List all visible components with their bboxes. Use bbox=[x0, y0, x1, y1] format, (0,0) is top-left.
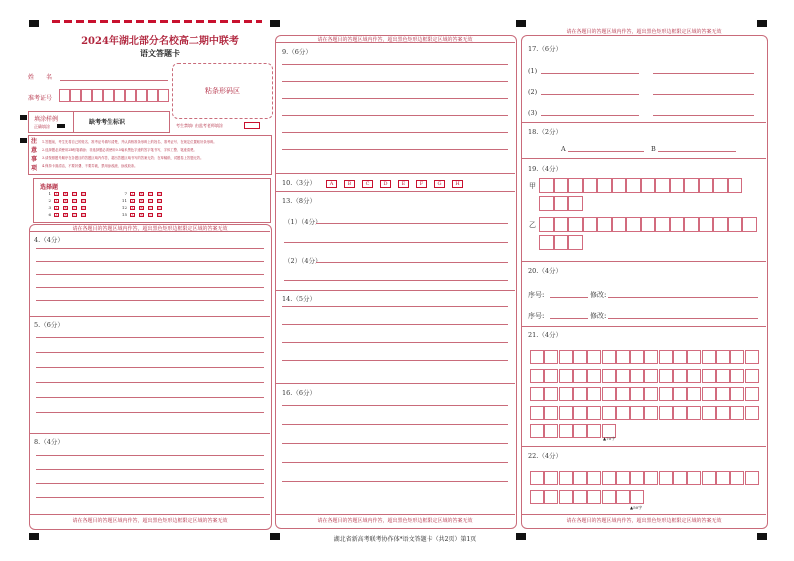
q18-b-label: B bbox=[651, 145, 656, 153]
question-21-label: 21.（4分） bbox=[528, 331, 562, 339]
choice-option-bubble[interactable]: B bbox=[64, 191, 67, 196]
question-9-label: 9.（6分） bbox=[282, 48, 312, 56]
answer-line[interactable] bbox=[36, 367, 264, 368]
q21-cell[interactable] bbox=[544, 387, 558, 401]
q21-cell[interactable] bbox=[616, 369, 630, 383]
q19-jia-cell[interactable] bbox=[539, 196, 554, 211]
page-title: 2024年湖北部分名校高二期中联考 bbox=[81, 36, 239, 47]
choice-number: 15 bbox=[121, 212, 127, 217]
q21-cell[interactable] bbox=[630, 387, 644, 401]
notice-box bbox=[28, 135, 272, 175]
q21-cell[interactable] bbox=[687, 387, 701, 401]
q21-cell[interactable] bbox=[530, 387, 544, 401]
answer-line[interactable] bbox=[282, 405, 508, 406]
left-answer-panel bbox=[29, 224, 272, 530]
answer-line[interactable] bbox=[282, 81, 508, 82]
q21-cell[interactable] bbox=[687, 369, 701, 383]
filled-sample-icon bbox=[57, 124, 65, 128]
answer-line[interactable] bbox=[282, 481, 508, 482]
barcode-label: 粘条形码区 bbox=[205, 87, 240, 95]
answer-line[interactable] bbox=[282, 342, 508, 343]
q20-xuhao-field-1[interactable] bbox=[550, 297, 588, 298]
exam-no-cell[interactable] bbox=[70, 89, 81, 102]
registration-mark bbox=[757, 533, 767, 540]
registration-mark bbox=[29, 533, 39, 540]
q19-jia-cell[interactable] bbox=[626, 178, 641, 193]
q21-cell[interactable] bbox=[687, 350, 701, 364]
exam-no-cell[interactable] bbox=[125, 89, 136, 102]
answer-line[interactable] bbox=[282, 462, 508, 463]
answer-line[interactable] bbox=[36, 287, 264, 288]
q21-cell[interactable] bbox=[587, 387, 601, 401]
q19-jia-cell[interactable] bbox=[684, 178, 699, 193]
answer-line[interactable] bbox=[36, 248, 264, 249]
exam-no-cell[interactable] bbox=[92, 89, 103, 102]
q21-cell[interactable] bbox=[530, 424, 544, 438]
q22-cell[interactable] bbox=[616, 471, 630, 485]
question-10-label: 10.（3分） bbox=[282, 179, 316, 187]
absent-checkbox[interactable] bbox=[244, 122, 260, 129]
boundary-notice-right-top: 请在各题目的答题区域内作答，超出黑色矩形边框限定区域的答案无效 bbox=[566, 29, 722, 35]
choice-option-bubble[interactable]: D bbox=[158, 198, 161, 203]
q21-cell[interactable] bbox=[659, 387, 673, 401]
choice-box bbox=[33, 178, 271, 223]
q21-cell[interactable] bbox=[544, 406, 558, 420]
barcode-area bbox=[172, 63, 273, 119]
sample-box bbox=[28, 111, 170, 133]
question-13-2-label: （2）（4分） bbox=[284, 257, 322, 265]
q22-cell[interactable] bbox=[687, 471, 701, 485]
q19-jia-label: 甲 bbox=[529, 182, 536, 190]
q10-option-f[interactable]: F bbox=[416, 180, 427, 188]
question-22-label: 22.（4分） bbox=[528, 452, 562, 460]
answer-line[interactable] bbox=[36, 300, 264, 301]
q21-cell[interactable] bbox=[659, 369, 673, 383]
q19-yi-cell[interactable] bbox=[713, 217, 728, 232]
choice-option-bubble[interactable]: A bbox=[131, 191, 134, 196]
q22-count: ▲50字 bbox=[630, 505, 643, 510]
boundary-notice: 请在各题目的答题区域内作答，超出黑色矩形边框限定区域的答案无效 bbox=[72, 226, 228, 232]
q21-cell[interactable] bbox=[587, 406, 601, 420]
boundary-notice-middle-bottom: 请在各题目的答题区域内作答，超出黑色矩形边框限定区域的答案无效 bbox=[317, 518, 473, 524]
q21-cell[interactable] bbox=[745, 406, 759, 420]
q19-jia-cell[interactable] bbox=[568, 178, 583, 193]
choice-option-bubble[interactable]: A bbox=[55, 191, 58, 196]
q22-cell[interactable] bbox=[559, 490, 573, 504]
q19-jia-cell[interactable] bbox=[568, 196, 583, 211]
q19-yi-cell[interactable] bbox=[554, 217, 569, 232]
name-label: 姓 名 bbox=[28, 74, 53, 81]
q21-cell[interactable] bbox=[673, 406, 687, 420]
q21-cell[interactable] bbox=[616, 406, 630, 420]
q20-xuhao-1: 序号: bbox=[528, 291, 545, 299]
q21-cell[interactable] bbox=[745, 387, 759, 401]
q21-cell[interactable] bbox=[573, 406, 587, 420]
q21-cell[interactable] bbox=[544, 424, 558, 438]
exam-no-cell[interactable] bbox=[59, 89, 70, 102]
registration-mark bbox=[20, 138, 27, 143]
question-5-label: 5.（6分） bbox=[34, 321, 64, 329]
exam-no-cell[interactable] bbox=[81, 89, 92, 102]
q19-yi-cell[interactable] bbox=[554, 235, 569, 250]
q21-cell[interactable] bbox=[702, 387, 716, 401]
exam-no-cell[interactable] bbox=[103, 89, 114, 102]
q21-cell[interactable] bbox=[602, 406, 616, 420]
q22-cell[interactable] bbox=[602, 471, 616, 485]
q21-cell[interactable] bbox=[573, 387, 587, 401]
q21-cell[interactable] bbox=[573, 369, 587, 383]
q19-jia-cell[interactable] bbox=[655, 178, 670, 193]
choice-number: 7 bbox=[124, 191, 127, 196]
q21-cell[interactable] bbox=[630, 369, 644, 383]
q21-cell[interactable] bbox=[559, 424, 573, 438]
answer-line[interactable] bbox=[36, 274, 264, 275]
q21-cell[interactable] bbox=[616, 350, 630, 364]
q21-cell[interactable] bbox=[730, 350, 744, 364]
answer-line[interactable] bbox=[282, 360, 508, 361]
header-dash-line bbox=[52, 20, 262, 23]
q21-cell[interactable] bbox=[530, 350, 544, 364]
q22-cell[interactable] bbox=[559, 471, 573, 485]
boundary-notice-right-bottom: 请在各题目的答题区域内作答，超出黑色矩形边框限定区域的答案无效 bbox=[566, 518, 722, 524]
q19-jia-cell[interactable] bbox=[554, 178, 569, 193]
choice-option-bubble[interactable]: B bbox=[64, 198, 67, 203]
q21-cell[interactable] bbox=[745, 350, 759, 364]
choice-number: 12 bbox=[121, 205, 127, 210]
choice-number: 6 bbox=[48, 212, 51, 217]
choice-option-bubble[interactable]: C bbox=[73, 205, 76, 210]
q20-xiugai-1: 修改: bbox=[590, 291, 607, 299]
exam-no-label: 准考证号 bbox=[28, 95, 53, 102]
q21-cell[interactable] bbox=[530, 406, 544, 420]
q20-xiugai-field-2[interactable] bbox=[608, 318, 758, 319]
question-13-label: 13.（8分） bbox=[282, 197, 316, 205]
answer-line[interactable] bbox=[36, 261, 264, 262]
q21-cell[interactable] bbox=[602, 387, 616, 401]
q22-cell[interactable] bbox=[745, 471, 759, 485]
q21-cell[interactable] bbox=[644, 350, 658, 364]
registration-mark bbox=[270, 533, 280, 540]
q22-cell[interactable] bbox=[587, 471, 601, 485]
question-17-label: 17.（6分） bbox=[528, 45, 562, 53]
choice-option-bubble[interactable]: A bbox=[55, 212, 58, 217]
choice-title: 选择题 bbox=[40, 184, 59, 191]
q19-yi-cell[interactable] bbox=[742, 217, 757, 232]
q21-cell[interactable] bbox=[602, 350, 616, 364]
q19-jia-cell[interactable] bbox=[641, 178, 656, 193]
q19-jia-cell[interactable] bbox=[539, 178, 554, 193]
choice-option-bubble[interactable]: C bbox=[73, 198, 76, 203]
notice-text: 1.答题前，考生先将自己的姓名、准考证号填写清楚，并认真核准条形码上的姓名、准考证号、在规定位置贴好条形码。 2.选择题必须使用2B铅笔填涂；非选择题必须使用0.5毫米黑色字迹的签字笔书写，字体工整、笔迹清楚。 3.请按照题号顺序在各题目的答题区域内作答，超出答题区域书写的答案无效；在草稿纸、试题卷上答题无效。 4.保持卡面清洁，不要折叠、不要弄破，禁用涂改液、涂改胶条。 bbox=[42, 140, 217, 168]
q21-cell[interactable] bbox=[730, 369, 744, 383]
q21-cell[interactable] bbox=[559, 387, 573, 401]
choice-option-bubble[interactable]: C bbox=[149, 198, 152, 203]
q19-jia-cell[interactable] bbox=[699, 178, 714, 193]
choice-option-bubble[interactable]: B bbox=[64, 205, 67, 210]
q21-cell[interactable] bbox=[644, 406, 658, 420]
q19-jia-cell[interactable] bbox=[583, 178, 598, 193]
q22-cell[interactable] bbox=[530, 471, 544, 485]
question-4-label: 4.（4分） bbox=[34, 236, 64, 244]
q21-cell[interactable] bbox=[630, 350, 644, 364]
q19-yi-cell[interactable] bbox=[597, 217, 612, 232]
q19-yi-cell[interactable] bbox=[641, 217, 656, 232]
q10-option-e[interactable]: E bbox=[398, 180, 409, 188]
notice-marker: 注 意 事 项 bbox=[31, 138, 38, 172]
answer-line[interactable] bbox=[36, 497, 264, 498]
middle-answer-panel bbox=[275, 35, 517, 529]
q20-xuhao-field-2[interactable] bbox=[550, 318, 588, 319]
q21-cell[interactable] bbox=[630, 406, 644, 420]
q19-yi-cell[interactable] bbox=[699, 217, 714, 232]
q19-yi-cell[interactable] bbox=[539, 235, 554, 250]
question-14-label: 14.（5分） bbox=[282, 295, 316, 303]
answer-line[interactable] bbox=[36, 337, 264, 338]
q19-yi-cell[interactable] bbox=[583, 217, 598, 232]
answer-line[interactable] bbox=[36, 469, 264, 470]
q10-option-h[interactable]: H bbox=[452, 180, 463, 188]
q10-option-g[interactable]: G bbox=[434, 180, 445, 188]
question-16-label: 16.（6分） bbox=[282, 389, 316, 397]
choice-option-bubble[interactable]: B bbox=[140, 198, 143, 203]
registration-mark bbox=[516, 533, 526, 540]
absent-label: 缺考考生标识 bbox=[89, 119, 126, 126]
q20-xiugai-field-1[interactable] bbox=[608, 297, 758, 298]
q22-cell[interactable] bbox=[530, 490, 544, 504]
choice-number: 2 bbox=[48, 198, 51, 203]
exam-no-cell[interactable] bbox=[158, 89, 169, 102]
q22-cell[interactable] bbox=[616, 490, 630, 504]
q21-cell[interactable] bbox=[544, 350, 558, 364]
q21-cell[interactable] bbox=[573, 350, 587, 364]
q19-yi-cell[interactable] bbox=[655, 217, 670, 232]
q17-item-2: (2) bbox=[528, 88, 538, 96]
choice-option-bubble[interactable]: C bbox=[73, 212, 76, 217]
q21-cell[interactable] bbox=[687, 406, 701, 420]
q21-cell[interactable] bbox=[716, 350, 730, 364]
choice-option-bubble[interactable]: D bbox=[82, 212, 85, 217]
q19-jia-cell[interactable] bbox=[670, 178, 685, 193]
answer-line[interactable] bbox=[36, 412, 264, 413]
answer-line[interactable] bbox=[282, 149, 508, 150]
exam-no-cell[interactable] bbox=[114, 89, 125, 102]
q21-cell[interactable] bbox=[659, 350, 673, 364]
q21-cell[interactable] bbox=[616, 387, 630, 401]
question-18-label: 18.（2分） bbox=[528, 128, 562, 136]
q22-cell[interactable] bbox=[544, 471, 558, 485]
question-19-label: 19.（4分） bbox=[528, 165, 562, 173]
answer-line[interactable] bbox=[36, 397, 264, 398]
choice-option-bubble[interactable]: D bbox=[82, 198, 85, 203]
answer-line[interactable] bbox=[36, 352, 264, 353]
choice-option-bubble[interactable]: D bbox=[82, 205, 85, 210]
q10-option-a[interactable]: A bbox=[326, 180, 337, 188]
boundary-notice-middle-top: 请在各题目的答题区域内作答，超出黑色矩形边框限定区域的答案无效 bbox=[317, 37, 473, 43]
choice-option-bubble[interactable]: B bbox=[140, 205, 143, 210]
choice-option-bubble[interactable]: C bbox=[149, 205, 152, 210]
q20-xiugai-2: 修改: bbox=[590, 312, 607, 320]
registration-mark bbox=[516, 20, 526, 27]
q19-yi-cell[interactable] bbox=[684, 217, 699, 232]
answer-line[interactable] bbox=[282, 64, 508, 65]
q22-cell[interactable] bbox=[602, 490, 616, 504]
q22-cell[interactable] bbox=[659, 471, 673, 485]
q10-option-d[interactable]: D bbox=[380, 180, 391, 188]
q21-cell[interactable] bbox=[644, 369, 658, 383]
answer-line[interactable] bbox=[282, 132, 508, 133]
q21-cell[interactable] bbox=[587, 424, 601, 438]
registration-mark bbox=[270, 20, 280, 27]
question-20-label: 20.（4分） bbox=[528, 267, 562, 275]
answer-line[interactable] bbox=[36, 455, 264, 456]
exam-no-cell[interactable] bbox=[147, 89, 158, 102]
choice-option-bubble[interactable]: A bbox=[131, 205, 134, 210]
choice-option-bubble[interactable]: B bbox=[140, 212, 143, 217]
q21-cell[interactable] bbox=[559, 369, 573, 383]
q21-cell[interactable] bbox=[559, 350, 573, 364]
q19-jia-cell[interactable] bbox=[554, 196, 569, 211]
choice-option-bubble[interactable]: A bbox=[131, 212, 134, 217]
q21-cell[interactable] bbox=[716, 406, 730, 420]
q19-yi-label: 乙 bbox=[529, 221, 536, 229]
q19-yi-cell[interactable] bbox=[612, 217, 627, 232]
choice-number: 1 bbox=[48, 191, 51, 196]
q21-cell[interactable] bbox=[702, 406, 716, 420]
q21-cell[interactable] bbox=[544, 369, 558, 383]
q21-cell[interactable] bbox=[559, 406, 573, 420]
q21-cell[interactable] bbox=[716, 387, 730, 401]
q21-cell[interactable] bbox=[702, 369, 716, 383]
sample-label: 填涂样例 bbox=[34, 116, 59, 123]
choice-option-bubble[interactable]: D bbox=[158, 191, 161, 196]
q17-item-3: (3) bbox=[528, 109, 538, 117]
sample-correct: 正确填涂 bbox=[34, 124, 50, 129]
q19-yi-cell[interactable] bbox=[626, 217, 641, 232]
q22-cell[interactable] bbox=[673, 471, 687, 485]
q22-cell[interactable] bbox=[544, 490, 558, 504]
choice-option-bubble[interactable]: C bbox=[73, 191, 76, 196]
choice-option-bubble[interactable]: D bbox=[82, 191, 85, 196]
q19-yi-cell[interactable] bbox=[728, 217, 743, 232]
q19-yi-cell[interactable] bbox=[568, 235, 583, 250]
q20-xuhao-2: 序号: bbox=[528, 312, 545, 320]
exam-no-cell[interactable] bbox=[136, 89, 147, 102]
q22-cell[interactable] bbox=[730, 471, 744, 485]
q18-a-label: A bbox=[561, 145, 566, 153]
q21-cell[interactable] bbox=[659, 406, 673, 420]
q21-cell[interactable] bbox=[702, 350, 716, 364]
choice-number: 3 bbox=[48, 205, 51, 210]
question-8-label: 8.（4分） bbox=[34, 438, 64, 446]
q21-cell[interactable] bbox=[673, 350, 687, 364]
answer-line[interactable] bbox=[282, 306, 508, 307]
registration-mark bbox=[29, 20, 39, 27]
q21-cell[interactable] bbox=[573, 424, 587, 438]
q19-jia-cell[interactable] bbox=[728, 178, 743, 193]
absent-note: 考生禁填! 由监考老师填涂 bbox=[176, 123, 223, 128]
q19-yi-cell[interactable] bbox=[670, 217, 685, 232]
q22-cell[interactable] bbox=[644, 471, 658, 485]
choice-option-bubble[interactable]: A bbox=[131, 198, 134, 203]
q19-jia-cell[interactable] bbox=[597, 178, 612, 193]
q21-cell[interactable] bbox=[602, 369, 616, 383]
q19-yi-cell[interactable] bbox=[568, 217, 583, 232]
answer-line[interactable] bbox=[282, 424, 508, 425]
page-subtitle: 语文答题卡 bbox=[140, 48, 180, 58]
q21-cell[interactable] bbox=[673, 369, 687, 383]
answer-line[interactable] bbox=[282, 443, 508, 444]
q19-jia-cell[interactable] bbox=[612, 178, 627, 193]
q21-cell[interactable] bbox=[673, 387, 687, 401]
registration-mark bbox=[20, 115, 27, 120]
q19-yi-cell[interactable] bbox=[539, 217, 554, 232]
answer-line[interactable] bbox=[282, 115, 508, 116]
answer-line[interactable] bbox=[36, 483, 264, 484]
choice-option-bubble[interactable]: B bbox=[64, 212, 67, 217]
q21-cell[interactable] bbox=[644, 387, 658, 401]
answer-line[interactable] bbox=[36, 382, 264, 383]
question-13-1-label: （1）（4分） bbox=[284, 218, 322, 226]
page-footer: 湖北省新高考联考协作体*语文答题卡（共2页）第1页 bbox=[333, 536, 477, 543]
name-field[interactable] bbox=[60, 80, 168, 81]
q21-cell[interactable] bbox=[587, 350, 601, 364]
choice-option-bubble[interactable]: C bbox=[149, 191, 152, 196]
choice-option-bubble[interactable]: B bbox=[140, 191, 143, 196]
registration-mark bbox=[757, 20, 767, 27]
q21-cell[interactable] bbox=[730, 387, 744, 401]
q21-cell[interactable] bbox=[587, 369, 601, 383]
choice-option-bubble[interactable]: D bbox=[158, 205, 161, 210]
answer-line[interactable] bbox=[282, 324, 508, 325]
q10-option-b[interactable]: B bbox=[344, 180, 355, 188]
q21-cell[interactable] bbox=[730, 406, 744, 420]
choice-option-bubble[interactable]: D bbox=[158, 212, 161, 217]
q22-cell[interactable] bbox=[630, 490, 644, 504]
q10-option-c[interactable]: C bbox=[362, 180, 373, 188]
q22-cell[interactable] bbox=[587, 490, 601, 504]
q22-cell[interactable] bbox=[573, 471, 587, 485]
choice-option-bubble[interactable]: C bbox=[149, 212, 152, 217]
absent-note-box bbox=[172, 121, 271, 131]
q19-jia-cell[interactable] bbox=[713, 178, 728, 193]
q21-cell[interactable] bbox=[530, 369, 544, 383]
q21-cell[interactable] bbox=[716, 369, 730, 383]
choice-option-bubble[interactable]: A bbox=[55, 198, 58, 203]
q22-cell[interactable] bbox=[716, 471, 730, 485]
choice-option-bubble[interactable]: A bbox=[55, 205, 58, 210]
answer-line[interactable] bbox=[282, 98, 508, 99]
q21-cell[interactable] bbox=[745, 369, 759, 383]
boundary-notice-bottom: 请在各题目的答题区域内作答，超出黑色矩形边框限定区域的答案无效 bbox=[72, 518, 228, 524]
q22-cell[interactable] bbox=[702, 471, 716, 485]
q17-item-1: (1) bbox=[528, 67, 538, 75]
q22-cell[interactable] bbox=[630, 471, 644, 485]
choice-number: 11 bbox=[121, 198, 127, 203]
q21-count: ▲70字 bbox=[603, 436, 616, 441]
q22-cell[interactable] bbox=[573, 490, 587, 504]
